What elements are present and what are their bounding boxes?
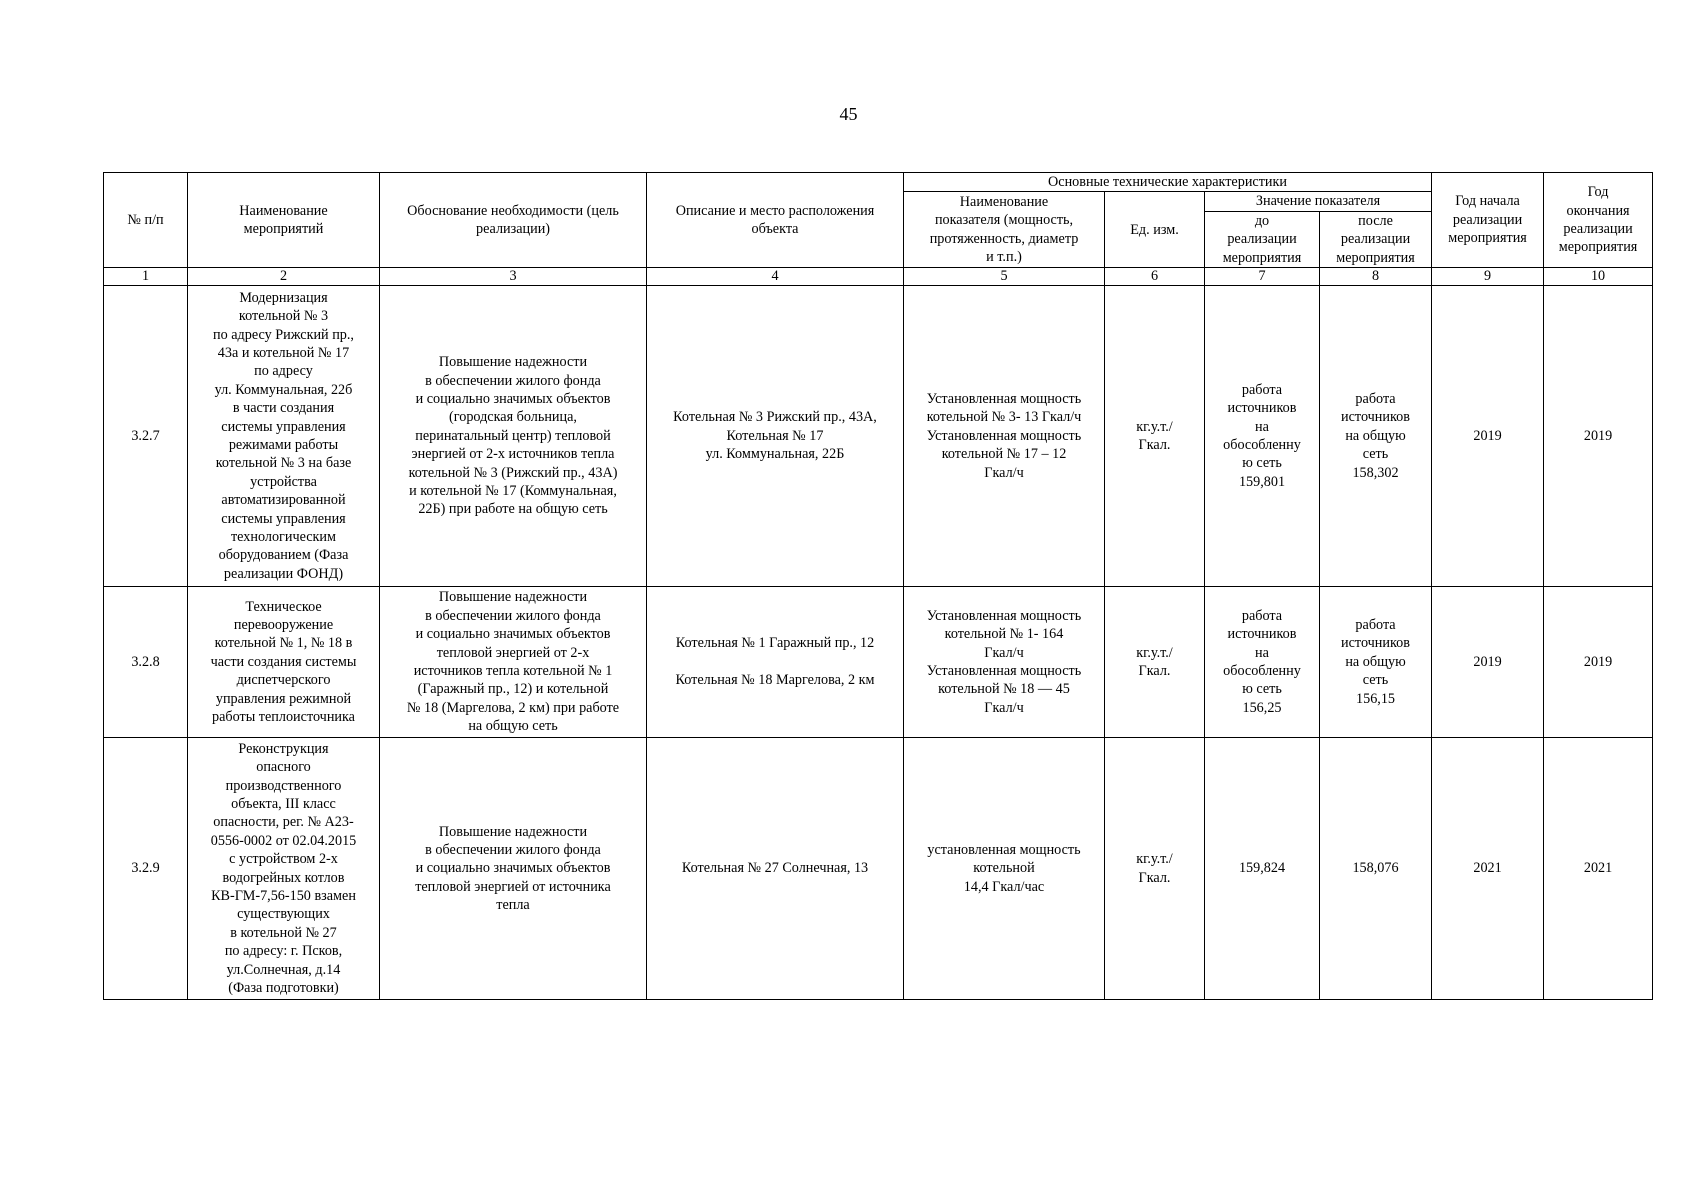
header-year-end: Год окончания реализации мероприятия bbox=[1544, 173, 1653, 268]
cell-after: 158,076 bbox=[1320, 738, 1432, 1000]
column-number: 9 bbox=[1432, 268, 1544, 286]
cell-name: Модернизация котельной № 3 по адресу Рижский пр., 43а и котельной № 17 по адресу ул. Коммунальная, 22б в части создания системы управления режимами работы котельной № 3 на базе устройства автоматизированной системы управления технологическим оборудованием (Фаза реализации ФОНД) bbox=[188, 286, 380, 587]
cell-before: работа источников на обособленну ю сеть 156,25 bbox=[1205, 587, 1320, 738]
header-indicator-name: Наименование показателя (мощность, протяженность, диаметр и т.п.) bbox=[904, 192, 1105, 268]
header-row-1 bbox=[104, 173, 1653, 192]
cell-year-end: 2021 bbox=[1544, 738, 1653, 1000]
cell-indicator: установленная мощность котельной 14,4 Гкал/час bbox=[904, 738, 1105, 1000]
cell-description: Котельная № 3 Рижский пр., 43А, Котельная № 17 ул. Коммунальная, 22Б bbox=[647, 286, 904, 587]
header-year-start: Год начала реализации мероприятия bbox=[1432, 173, 1544, 268]
cell-after: работа источников на общую сеть 156,15 bbox=[1320, 587, 1432, 738]
activities-table bbox=[103, 172, 1653, 1000]
header-indicator-value: Значение показателя bbox=[1205, 192, 1432, 211]
cell-unit: кг.у.т./ Гкал. bbox=[1105, 286, 1205, 587]
header-tech-characteristics: Основные технические характеристики bbox=[904, 173, 1432, 192]
cell-description: Котельная № 27 Солнечная, 13 bbox=[647, 738, 904, 1000]
cell-unit: кг.у.т./ Гкал. bbox=[1105, 587, 1205, 738]
header-before: до реализации мероприятия bbox=[1205, 211, 1320, 267]
cell-before: 159,824 bbox=[1205, 738, 1320, 1000]
header-after: после реализации мероприятия bbox=[1320, 211, 1432, 267]
column-number: 3 bbox=[380, 268, 647, 286]
cell-num: 3.2.7 bbox=[104, 286, 188, 587]
cell-indicator: Установленная мощность котельной № 3- 13 Гкал/ч Установленная мощность котельной № 17 – 12 Гкал/ч bbox=[904, 286, 1105, 587]
cell-indicator: Установленная мощность котельной № 1- 164 Гкал/ч Установленная мощность котельной № 18 — 45 Гкал/ч bbox=[904, 587, 1105, 738]
header-name: Наименование мероприятий bbox=[188, 173, 380, 268]
page-number: 45 bbox=[839, 104, 858, 124]
cell-description: Котельная № 1 Гаражный пр., 12 Котельная № 18 Маргелова, 2 км bbox=[647, 587, 904, 738]
cell-year-end: 2019 bbox=[1544, 286, 1653, 587]
table-row bbox=[104, 587, 1653, 738]
cell-after: работа источников на общую сеть 158,302 bbox=[1320, 286, 1432, 587]
cell-year-start: 2021 bbox=[1432, 738, 1544, 1000]
cell-justification: Повышение надежности в обеспечении жилого фонда и социально значимых объектов тепловой энергией от источника тепла bbox=[380, 738, 647, 1000]
cell-before: работа источников на обособленну ю сеть 159,801 bbox=[1205, 286, 1320, 587]
column-number: 5 bbox=[904, 268, 1105, 286]
cell-year-end: 2019 bbox=[1544, 587, 1653, 738]
cell-justification: Повышение надежности в обеспечении жилого фонда и социально значимых объектов (городская больница, перинатальный центр) тепловой энергией от 2-х источников тепла котельной № 3 (Рижский пр., 43А) и котельной № 17 (Коммунальная, 22Б) при работе на общую сеть bbox=[380, 286, 647, 587]
header-description: Описание и место расположения объекта bbox=[647, 173, 904, 268]
table-row bbox=[104, 738, 1653, 1000]
column-number-row bbox=[104, 268, 1653, 286]
table-row bbox=[104, 286, 1653, 587]
cell-unit: кг.у.т./ Гкал. bbox=[1105, 738, 1205, 1000]
cell-num: 3.2.8 bbox=[104, 587, 188, 738]
cell-justification: Повышение надежности в обеспечении жилого фонда и социально значимых объектов тепловой энергией от 2-х источников тепла котельной № 1 (Гаражный пр., 12) и котельной № 18 (Маргелова, 2 км) при работе на общую сеть bbox=[380, 587, 647, 738]
column-number: 10 bbox=[1544, 268, 1653, 286]
column-number: 8 bbox=[1320, 268, 1432, 286]
column-number: 7 bbox=[1205, 268, 1320, 286]
cell-year-start: 2019 bbox=[1432, 587, 1544, 738]
cell-name: Реконструкция опасного производственного объекта, III класс опасности, рег. № А23- 0556-0002 от 02.04.2015 с устройством 2-х водогрейных котлов КВ-ГМ-7,56-150 взамен существующих в котельной № 27 по адресу: г. Псков, ул.Солнечная, д.14 (Фаза подготовки) bbox=[188, 738, 380, 1000]
column-number: 4 bbox=[647, 268, 904, 286]
column-number: 2 bbox=[188, 268, 380, 286]
cell-year-start: 2019 bbox=[1432, 286, 1544, 587]
header-num: № п/п bbox=[104, 173, 188, 268]
cell-name: Техническое перевооружение котельной № 1, № 18 в части создания системы диспетчерского управления режимной работы теплоисточника bbox=[188, 587, 380, 738]
header-unit: Ед. изм. bbox=[1105, 192, 1205, 268]
cell-num: 3.2.9 bbox=[104, 738, 188, 1000]
column-number: 6 bbox=[1105, 268, 1205, 286]
header-justification: Обоснование необходимости (цель реализации) bbox=[380, 173, 647, 268]
column-number: 1 bbox=[104, 268, 188, 286]
